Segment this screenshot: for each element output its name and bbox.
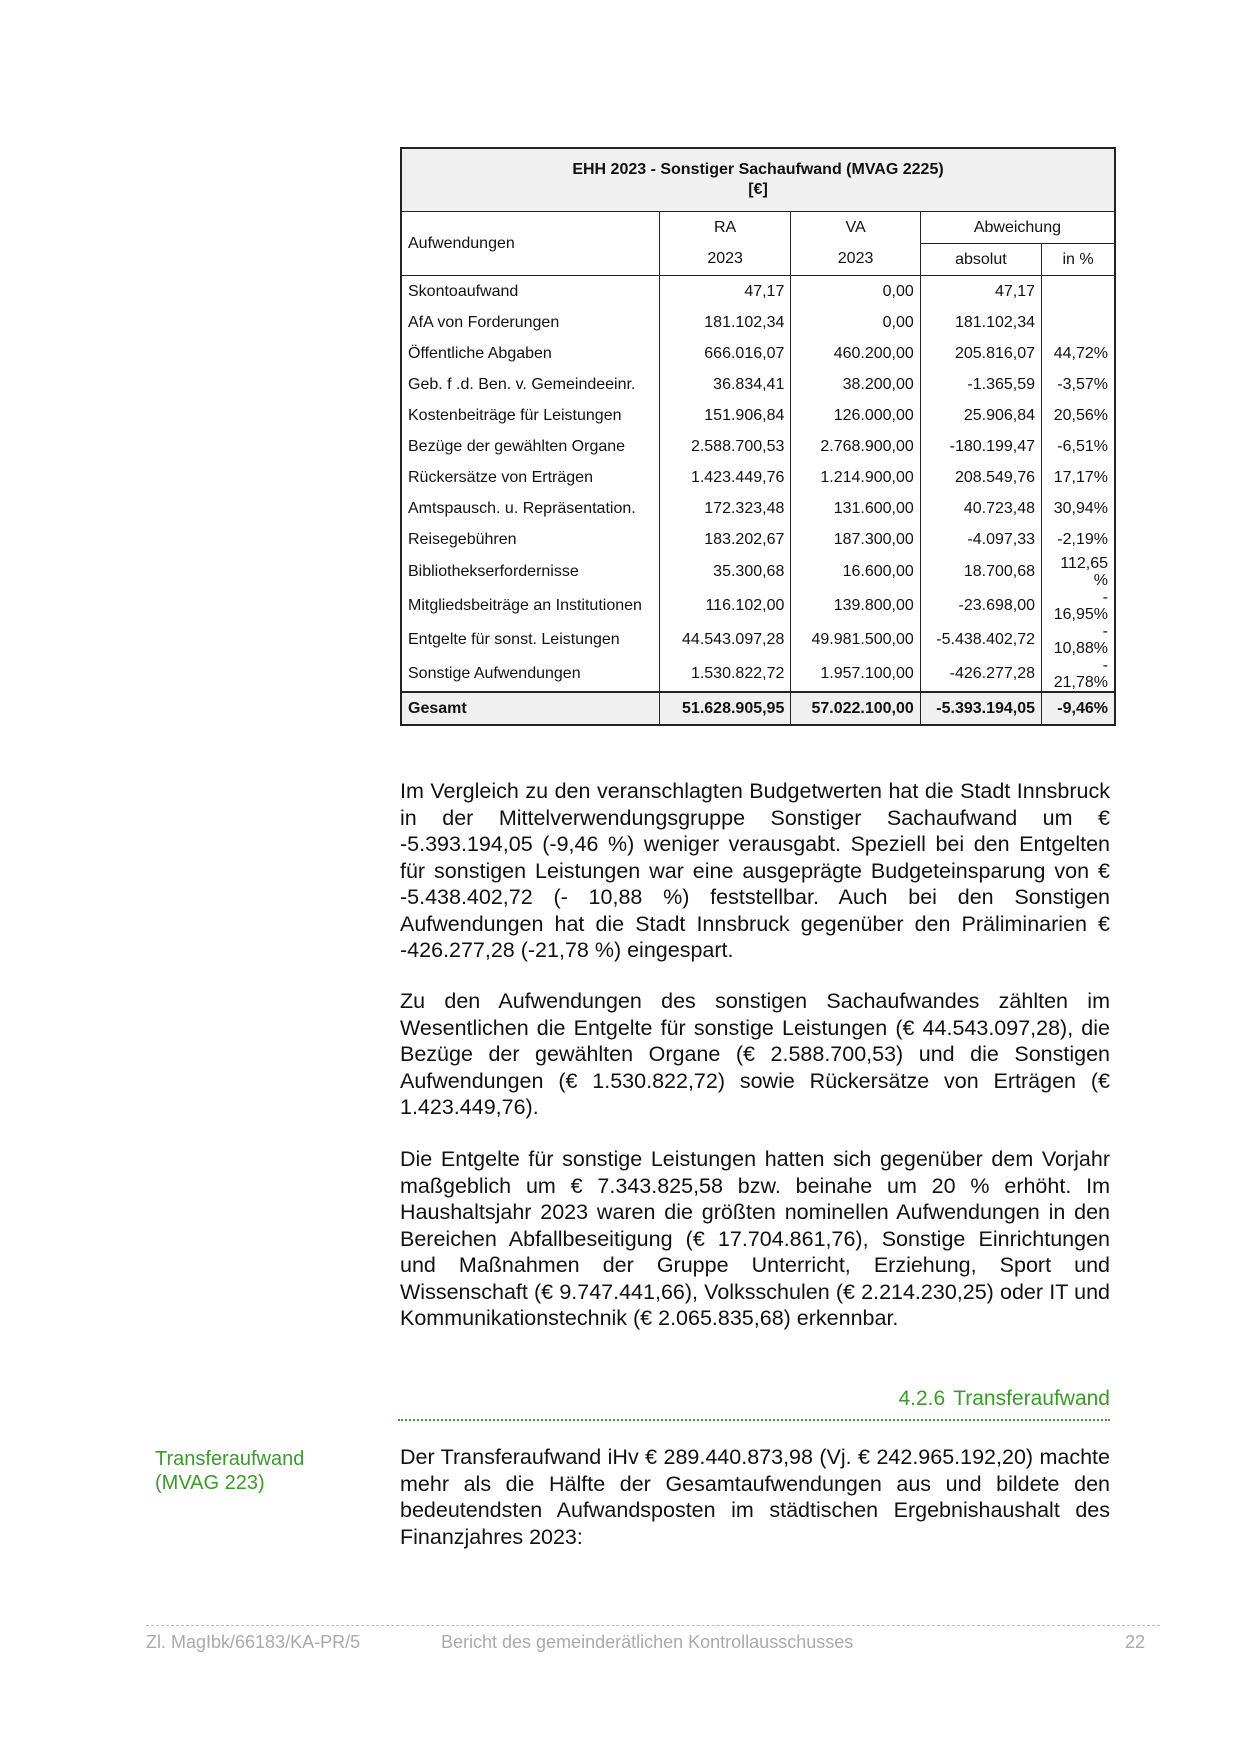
row-label: Öffentliche Abgaben bbox=[401, 338, 659, 369]
row-ra-value: 151.906,84 bbox=[659, 400, 790, 431]
row-label: Reisegebühren bbox=[401, 524, 659, 555]
row-va-value: 38.200,00 bbox=[791, 369, 920, 400]
budget-table-container bbox=[400, 147, 1116, 726]
row-ra-value: 172.323,48 bbox=[659, 493, 790, 524]
row-pct-deviation: 30,94% bbox=[1042, 493, 1115, 524]
header-ra: RA bbox=[659, 212, 790, 244]
table-row bbox=[401, 462, 1115, 493]
row-abs-deviation: 18.700,68 bbox=[920, 555, 1041, 589]
row-abs-deviation: 181.102,34 bbox=[920, 307, 1041, 338]
row-ra-value: 2.588.700,53 bbox=[659, 431, 790, 462]
header-va: VA bbox=[791, 212, 920, 244]
row-va-value: 131.600,00 bbox=[791, 493, 920, 524]
header-va-year: 2023 bbox=[791, 244, 920, 276]
row-label: Bezüge der gewählten Organe bbox=[401, 431, 659, 462]
row-label: AfA von Forderungen bbox=[401, 307, 659, 338]
row-va-value: 1.214.900,00 bbox=[791, 462, 920, 493]
row-va-value: 0,00 bbox=[791, 276, 920, 308]
section-number: 4.2.6 bbox=[898, 1387, 946, 1410]
section-heading bbox=[398, 1387, 1110, 1421]
row-abs-deviation: 25.906,84 bbox=[920, 400, 1041, 431]
footer-page-number: 22 bbox=[1125, 1632, 1146, 1652]
row-va-value: 126.000,00 bbox=[791, 400, 920, 431]
table-row bbox=[401, 555, 1115, 589]
row-ra-value: 36.834,41 bbox=[659, 369, 790, 400]
table-body bbox=[401, 276, 1115, 693]
total-ra: 51.628.905,95 bbox=[659, 692, 790, 725]
row-va-value: 2.768.900,00 bbox=[791, 431, 920, 462]
row-abs-deviation: -5.438.402,72 bbox=[920, 623, 1041, 657]
row-label: Kostenbeiträge für Leistungen bbox=[401, 400, 659, 431]
total-label: Gesamt bbox=[401, 692, 659, 725]
header-ra-year: 2023 bbox=[659, 244, 790, 276]
row-va-value: 1.957.100,00 bbox=[791, 657, 920, 692]
table-row bbox=[401, 657, 1115, 692]
row-pct-deviation: 17,17% bbox=[1042, 462, 1115, 493]
row-label: Entgelte für sonst. Leistungen bbox=[401, 623, 659, 657]
table-title-line1: EHH 2023 - Sonstiger Sachaufwand (MVAG 2225) bbox=[572, 161, 944, 178]
total-pct: -9,46% bbox=[1042, 692, 1115, 725]
paragraph-4: Der Transferaufwand iHv € 289.440.873,98 (Vj. € 242.965.192,20) machte mehr als die Hälfte der Gesamtaufwendungen aus und bildete den bedeutendsten Aufwandsposten im städtischen Ergebnishaushalt des Finanzjahres 2023: bbox=[400, 1445, 1110, 1549]
table-row bbox=[401, 623, 1115, 657]
row-label: Mitgliedsbeiträge an Institutionen bbox=[401, 589, 659, 623]
row-pct-deviation bbox=[1042, 307, 1115, 338]
table-row bbox=[401, 369, 1115, 400]
table-title bbox=[401, 148, 1115, 212]
row-abs-deviation: 40.723,48 bbox=[920, 493, 1041, 524]
row-va-value: 16.600,00 bbox=[791, 555, 920, 589]
total-abs: -5.393.194,05 bbox=[920, 692, 1041, 725]
row-abs-deviation: -180.199,47 bbox=[920, 431, 1041, 462]
row-pct-deviation: -3,57% bbox=[1042, 369, 1115, 400]
row-abs-deviation: -23.698,00 bbox=[920, 589, 1041, 623]
row-ra-value: 47,17 bbox=[659, 276, 790, 308]
row-pct-deviation: -2,19% bbox=[1042, 524, 1115, 555]
row-pct-deviation: 112,65 % bbox=[1042, 555, 1115, 589]
row-ra-value: 1.423.449,76 bbox=[659, 462, 790, 493]
row-abs-deviation: -1.365,59 bbox=[920, 369, 1041, 400]
table-total-row bbox=[401, 692, 1115, 725]
section-title: Transferaufwand bbox=[953, 1387, 1110, 1410]
margin-note-line1: Transferaufwand bbox=[155, 1448, 305, 1470]
row-pct-deviation: -6,51% bbox=[1042, 431, 1115, 462]
row-label: Bibliothekserfordernisse bbox=[401, 555, 659, 589]
row-label: Rückersätze von Erträgen bbox=[401, 462, 659, 493]
table-row bbox=[401, 431, 1115, 462]
row-pct-deviation bbox=[1042, 276, 1115, 308]
total-va: 57.022.100,00 bbox=[791, 692, 920, 725]
paragraph-2: Zu den Aufwendungen des sonstigen Sachaufwandes zählten im Wesentlichen die Entgelte für sonstige Leistungen (€ 44.543.097,28), die Bezüge der gewählten Organe (€ 2.588.700,53) und die Sonstigen Aufwendungen (€ 1.530.822,72) sowie Rückersätze von Erträgen (€ 1.423.449,76). bbox=[400, 989, 1110, 1119]
table-title-line2: [€] bbox=[748, 181, 768, 198]
row-abs-deviation: 47,17 bbox=[920, 276, 1041, 308]
row-ra-value: 666.016,07 bbox=[659, 338, 790, 369]
row-ra-value: 116.102,00 bbox=[659, 589, 790, 623]
row-va-value: 187.300,00 bbox=[791, 524, 920, 555]
row-va-value: 49.981.500,00 bbox=[791, 623, 920, 657]
table-row bbox=[401, 589, 1115, 623]
footer-title: Bericht des gemeinderätlichen Kontrollausschusses bbox=[441, 1632, 854, 1652]
row-ra-value: 181.102,34 bbox=[659, 307, 790, 338]
table-row bbox=[401, 276, 1115, 308]
row-va-value: 139.800,00 bbox=[791, 589, 920, 623]
table-row bbox=[401, 493, 1115, 524]
row-label: Sonstige Aufwendungen bbox=[401, 657, 659, 692]
table-row bbox=[401, 524, 1115, 555]
budget-table bbox=[400, 147, 1116, 726]
table-row bbox=[401, 400, 1115, 431]
row-ra-value: 44.543.097,28 bbox=[659, 623, 790, 657]
header-in-percent: in % bbox=[1042, 244, 1115, 276]
row-label: Geb. f .d. Ben. v. Gemeindeeinr. bbox=[401, 369, 659, 400]
row-pct-deviation: 20,56% bbox=[1042, 400, 1115, 431]
row-va-value: 0,00 bbox=[791, 307, 920, 338]
row-va-value: 460.200,00 bbox=[791, 338, 920, 369]
row-abs-deviation: 208.549,76 bbox=[920, 462, 1041, 493]
table-row bbox=[401, 307, 1115, 338]
row-ra-value: 183.202,67 bbox=[659, 524, 790, 555]
row-pct-deviation: - 10,88% bbox=[1042, 623, 1115, 657]
row-abs-deviation: -4.097,33 bbox=[920, 524, 1041, 555]
row-ra-value: 1.530.822,72 bbox=[659, 657, 790, 692]
margin-note bbox=[155, 1447, 304, 1495]
footer-reference: Zl. MagIbk/66183/KA-PR/5 bbox=[146, 1632, 361, 1652]
table-row bbox=[401, 338, 1115, 369]
paragraph-3: Die Entgelte für sonstige Leistungen hatten sich gegenüber dem Vorjahr maßgeblich um € 7.343.825,58 bzw. beinahe um 20 % erhöht. Im Haushaltsjahr 2023 waren die größten nominellen Aufwendungen in den Bereichen Abfallbeseitigung (€ 17.704.861,76), Sonstige Einrichtungen und Maßnahmen der Gruppe Unterricht, Erziehung, Sport und Wissenschaft (€ 9.747.441,66), Volksschulen (€ 2.214.230,25) oder IT und Kommunikationstechnik (€ 2.065.835,68) erkennbar. bbox=[400, 1147, 1110, 1330]
paragraph-1: Im Vergleich zu den veranschlagten Budgetwerten hat die Stadt Innsbruck in der Mittelverwendungsgruppe Sonstiger Sachaufwand um € -5.393.194,05 (-9,46 %) weniger verausgabt. Speziell bei den Entgelten für sonstigen Leistungen war eine ausgeprägte Budgeteinsparung von € -5.438.402,72 (- 10,88 %) feststellbar. Auch bei den Sonstigen Aufwendungen hat die Stadt Innsbruck gegenüber den Präliminarien € -426.277,28 (-21,78 %) eingespart. bbox=[400, 779, 1110, 962]
footer-divider bbox=[146, 1625, 1160, 1626]
row-label: Skontoaufwand bbox=[401, 276, 659, 308]
header-absolut: absolut bbox=[920, 244, 1041, 276]
row-abs-deviation: -426.277,28 bbox=[920, 657, 1041, 692]
row-abs-deviation: 205.816,07 bbox=[920, 338, 1041, 369]
header-abweichung: Abweichung bbox=[920, 212, 1115, 244]
margin-note-line2: (MVAG 223) bbox=[155, 1472, 265, 1494]
row-pct-deviation: - 16,95% bbox=[1042, 589, 1115, 623]
header-aufwendungen: Aufwendungen bbox=[401, 212, 659, 276]
row-ra-value: 35.300,68 bbox=[659, 555, 790, 589]
row-label: Amtspausch. u. Repräsentation. bbox=[401, 493, 659, 524]
row-pct-deviation: - 21,78% bbox=[1042, 657, 1115, 692]
row-pct-deviation: 44,72% bbox=[1042, 338, 1115, 369]
